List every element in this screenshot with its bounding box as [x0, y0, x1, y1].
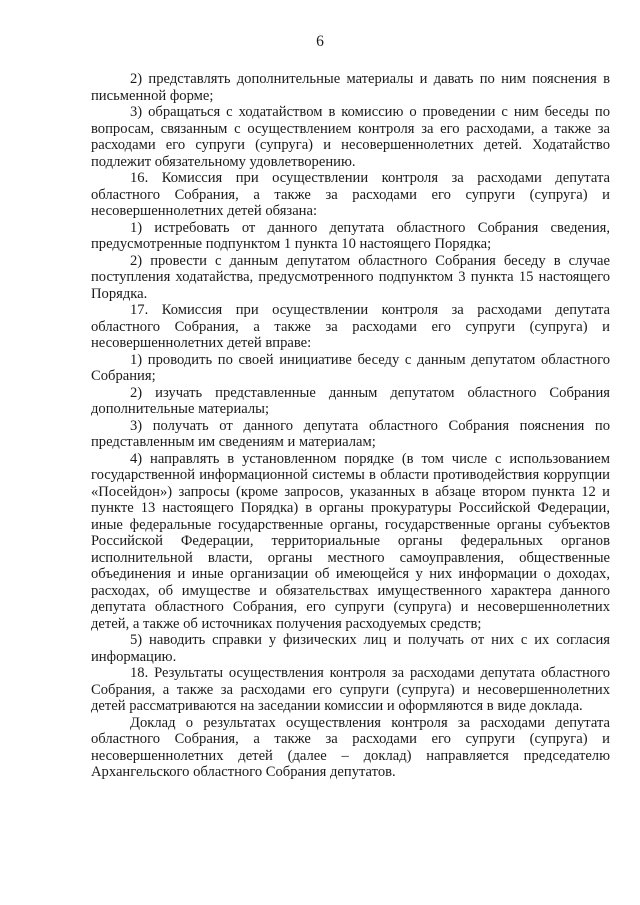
paragraph-item-17-sub-1: 1) проводить по своей инициативе беседу с данным депутатом областного Собрания;	[91, 351, 610, 384]
paragraph-item-16: 16. Комиссия при осуществлении контроля за расходами депутата областного Собрания, а также за расходами его супруги (супруга) и несовершеннолетних детей обязана:	[91, 170, 610, 219]
paragraph-item-17: 17. Комиссия при осуществлении контроля за расходами депутата областного Собрания, а также за расходами его супруги (супруга) и несовершеннолетних детей вправе:	[91, 302, 610, 351]
paragraph-item-18: 18. Результаты осуществления контроля за расходами депутата областного Собрания, а также за расходами его супруги (супруга) и несовершеннолетних детей рассматриваются на заседании комиссии и оформляются в виде доклада.	[91, 665, 610, 714]
paragraph-report: Доклад о результатах осуществления контроля за расходами депутата областного Собрания, а также за расходами его супруги (супруга) и несовершеннолетних детей (далее – доклад) направляется председателю Архангельского областного Собрания депутатов.	[91, 714, 610, 780]
paragraph-sub-3-petition: 3) обращаться с ходатайством в комиссию о проведении с ним беседы по вопросам, связанным с осуществлением контроля за его расходами, а также за расходами его супруги (супруга) и несовершеннолетних детей. Ходатайство подлежит обязательному удовлетворению.	[91, 104, 610, 170]
paragraph-item-17-sub-3: 3) получать от данного депутата областного Собрания пояснения по представленным им сведениям и материалам;	[91, 417, 610, 450]
paragraph-sub-2-present-materials: 2) представлять дополнительные материалы и давать по ним пояснения в письменной форме;	[91, 71, 610, 104]
paragraph-item-17-sub-2: 2) изучать представленные данным депутатом областного Собрания дополнительные материалы;	[91, 384, 610, 417]
page-number: 6	[316, 33, 324, 50]
document-body	[91, 71, 610, 781]
paragraph-item-17-sub-4: 4) направлять в установленном порядке (в том числе с использованием государственной информационной системы в области противодействия коррупции «Посейдон») запросы (кроме запросов, указанных в абзаце втором пункта 12 и пункте 13 настоящего Порядка) в органы прокуратуры Российской Федерации, иные федеральные государственные органы, государственные органы субъектов Российской Федерации, территориальные органы федеральных органов исполнительной власти, органы местного самоуправления, общественные объединения и иные организации об имеющейся у них информации о доходах, расходах, об имуществе и обязательствах имущественного характера данного депутата областного Собрания, его супруги (супруга) и несовершеннолетних детей, а также об источниках получения расходуемых средств;	[91, 450, 610, 632]
paragraph-item-16-sub-1: 1) истребовать от данного депутата областного Собрания сведения, предусмотренные подпунктом 1 пункта 10 настоящего Порядка;	[91, 219, 610, 252]
paragraph-item-17-sub-5: 5) наводить справки у физических лиц и получать от них с их согласия информацию.	[91, 632, 610, 665]
paragraph-item-16-sub-2: 2) провести с данным депутатом областного Собрания беседу в случае поступления ходатайства, предусмотренного подпунктом 3 пункта 15 настоящего Порядка.	[91, 252, 610, 302]
